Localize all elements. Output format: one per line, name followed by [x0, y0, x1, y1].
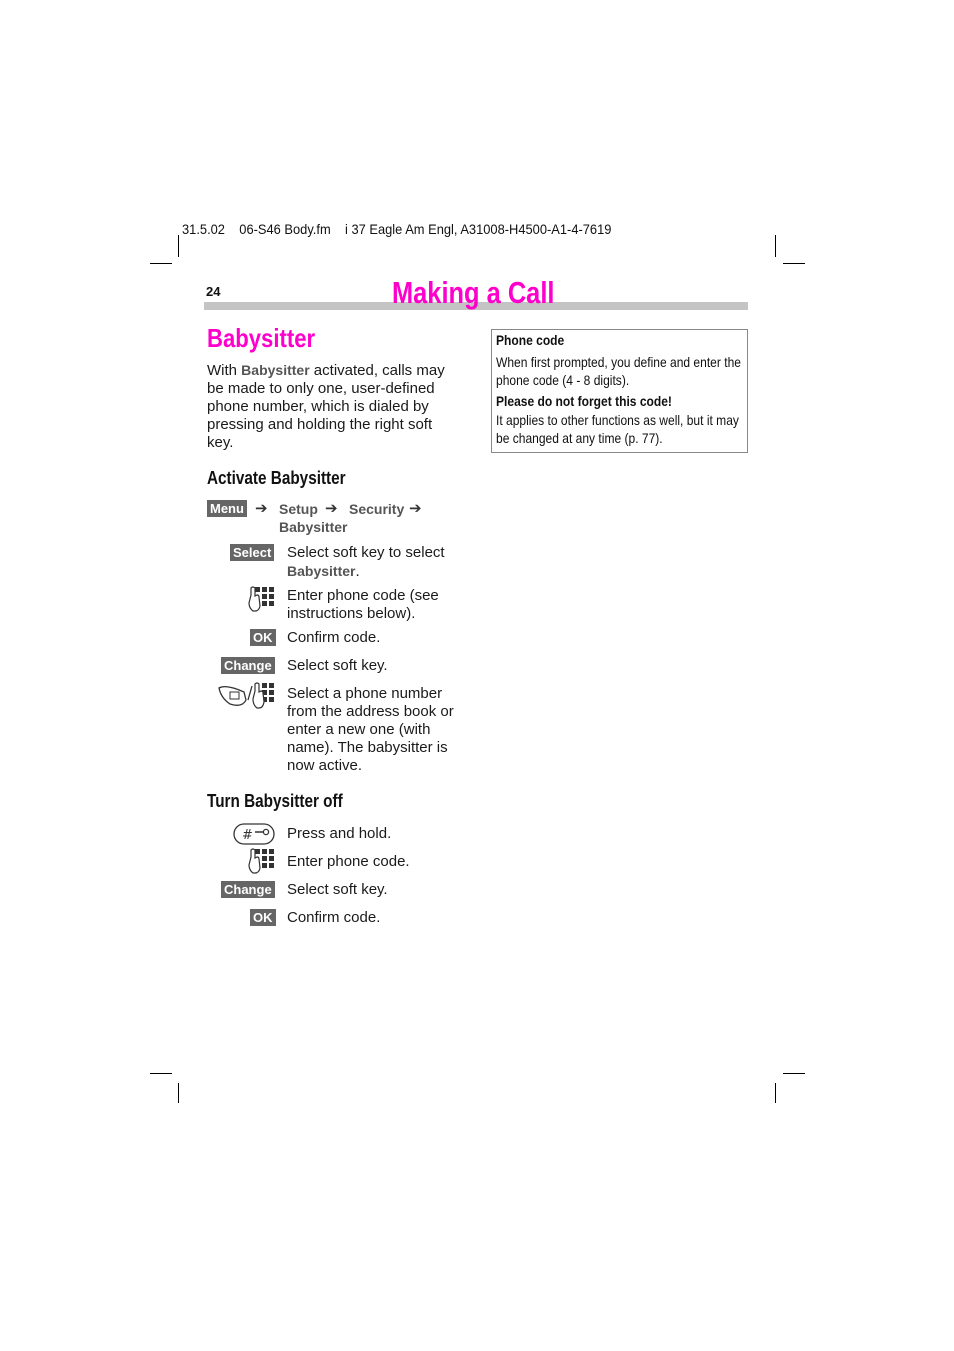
menu-softkey[interactable]: Menu [207, 500, 247, 517]
crop-mark [775, 235, 776, 257]
change-softkey[interactable]: Change [221, 657, 275, 674]
step-text: Select soft key. [287, 881, 388, 898]
svg-text:#: # [242, 828, 253, 843]
keypad-icon [248, 848, 276, 874]
header-info-c: Am Engl [405, 221, 454, 237]
keyword: Babysitter [241, 362, 310, 378]
header-date: 31.5.02 [182, 221, 225, 237]
ok-softkey[interactable]: OK [250, 909, 276, 926]
info-box [491, 329, 748, 453]
menu-item-babysitter[interactable]: Babysitter [279, 519, 348, 535]
header-file: 06-S46 Body.fm [239, 221, 331, 237]
addressbook-keypad-icon [218, 682, 276, 710]
section-title: Babysitter [207, 323, 316, 353]
crop-mark [178, 1083, 179, 1103]
arrow-icon: ➔ [325, 500, 338, 517]
hash-key-icon [233, 823, 275, 845]
step-text: Select soft key. [287, 657, 388, 674]
step-text: Select soft key to select Babysitter. [287, 544, 445, 580]
header-info-d: , A31008-H4500-A1-4-7619 [453, 221, 612, 237]
header-info-b: Eagle [369, 221, 403, 237]
arrow-icon: ➔ [255, 500, 268, 517]
crop-mark [178, 235, 179, 257]
info-warning: Please do not forget this code! [496, 393, 672, 409]
arrow-icon: ➔ [409, 500, 422, 517]
select-softkey[interactable]: Select [230, 544, 274, 561]
menu-item-security[interactable]: Security [349, 501, 405, 517]
step-text: Enter phone code (see instructions below). [287, 587, 439, 622]
info-warning-text: It applies to other functions as well, but it may be changed at any time (p. 77). [496, 412, 739, 446]
keypad-icon [248, 586, 276, 612]
intro-paragraph: With Babysitter activated, calls may be made to only one, user-defined phone number, which is dialed by pressing and holding the right soft key. [207, 362, 445, 451]
info-text: When first prompted, you define and enter the phone code (4 - 8 digits). [496, 354, 741, 388]
page-number: 24 [206, 284, 221, 299]
step-text: Select a phone number from the address book or enter a new one (with name). The babysitter is now active. [287, 685, 454, 774]
chapter-title: Making a Call [392, 275, 555, 310]
crop-mark [150, 1073, 172, 1074]
step-text: Confirm code. [287, 629, 381, 646]
crop-mark [783, 1073, 805, 1074]
crop-mark [150, 263, 172, 264]
info-heading: Phone code [496, 332, 565, 348]
crop-mark [775, 1083, 776, 1103]
activate-heading: Activate Babysitter [207, 468, 346, 488]
print-header [182, 221, 649, 237]
step-text: Enter phone code. [287, 853, 410, 870]
header-info-a: i 37 [345, 221, 366, 237]
keyword: Babysitter [287, 563, 356, 579]
step-text: Confirm code. [287, 909, 381, 926]
menu-item-setup[interactable]: Setup [279, 501, 318, 517]
crop-mark [783, 263, 805, 264]
ok-softkey[interactable]: OK [250, 629, 276, 646]
change-softkey[interactable]: Change [221, 881, 275, 898]
turn-off-heading: Turn Babysitter off [207, 791, 343, 811]
step-text: Press and hold. [287, 825, 392, 842]
